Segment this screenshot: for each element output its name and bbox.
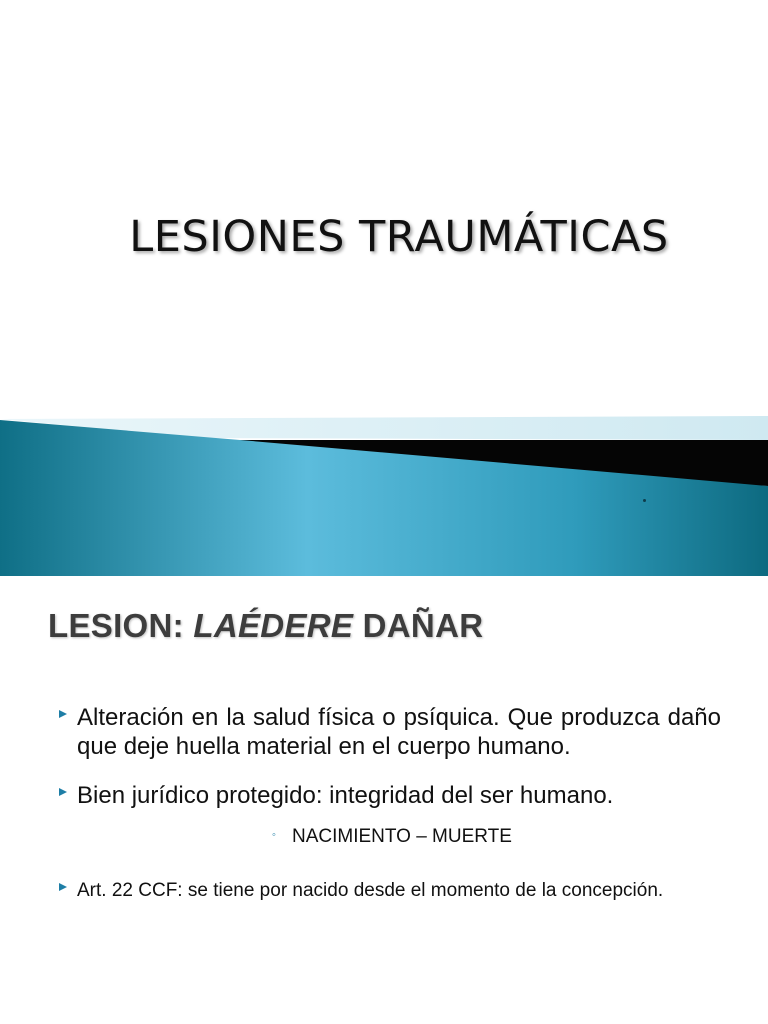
decorative-band (0, 410, 768, 576)
content-slide-title (48, 607, 483, 645)
bullet-text-1: Alteración en la salud física o psíquica. Que produzca daño que deje huella material en el cuerpo humano. (77, 704, 721, 760)
slide-title: LESIONES TRAUMÁTICAS (129, 212, 669, 262)
decorative-dot (643, 499, 646, 502)
sub-bullet-text: NACIMIENTO – MUERTE (292, 826, 512, 847)
arrow-bullet-icon (59, 883, 67, 891)
arrow-bullet-icon (59, 788, 67, 796)
hollow-circle-bullet-icon: ◦ (272, 829, 276, 841)
title-term: LAÉDERE (193, 607, 354, 644)
arrow-bullet-icon (59, 710, 67, 718)
title-prefix: LESION: (48, 607, 184, 644)
bullet-text-3: Art. 22 CCF: se tiene por nacido desde el momento de la concepción. (77, 880, 664, 901)
title-suffix: DAÑAR (362, 607, 484, 644)
bullet-text-2: Bien jurídico protegido: integridad del ser humano. (77, 782, 614, 809)
content-slide (0, 576, 768, 1024)
